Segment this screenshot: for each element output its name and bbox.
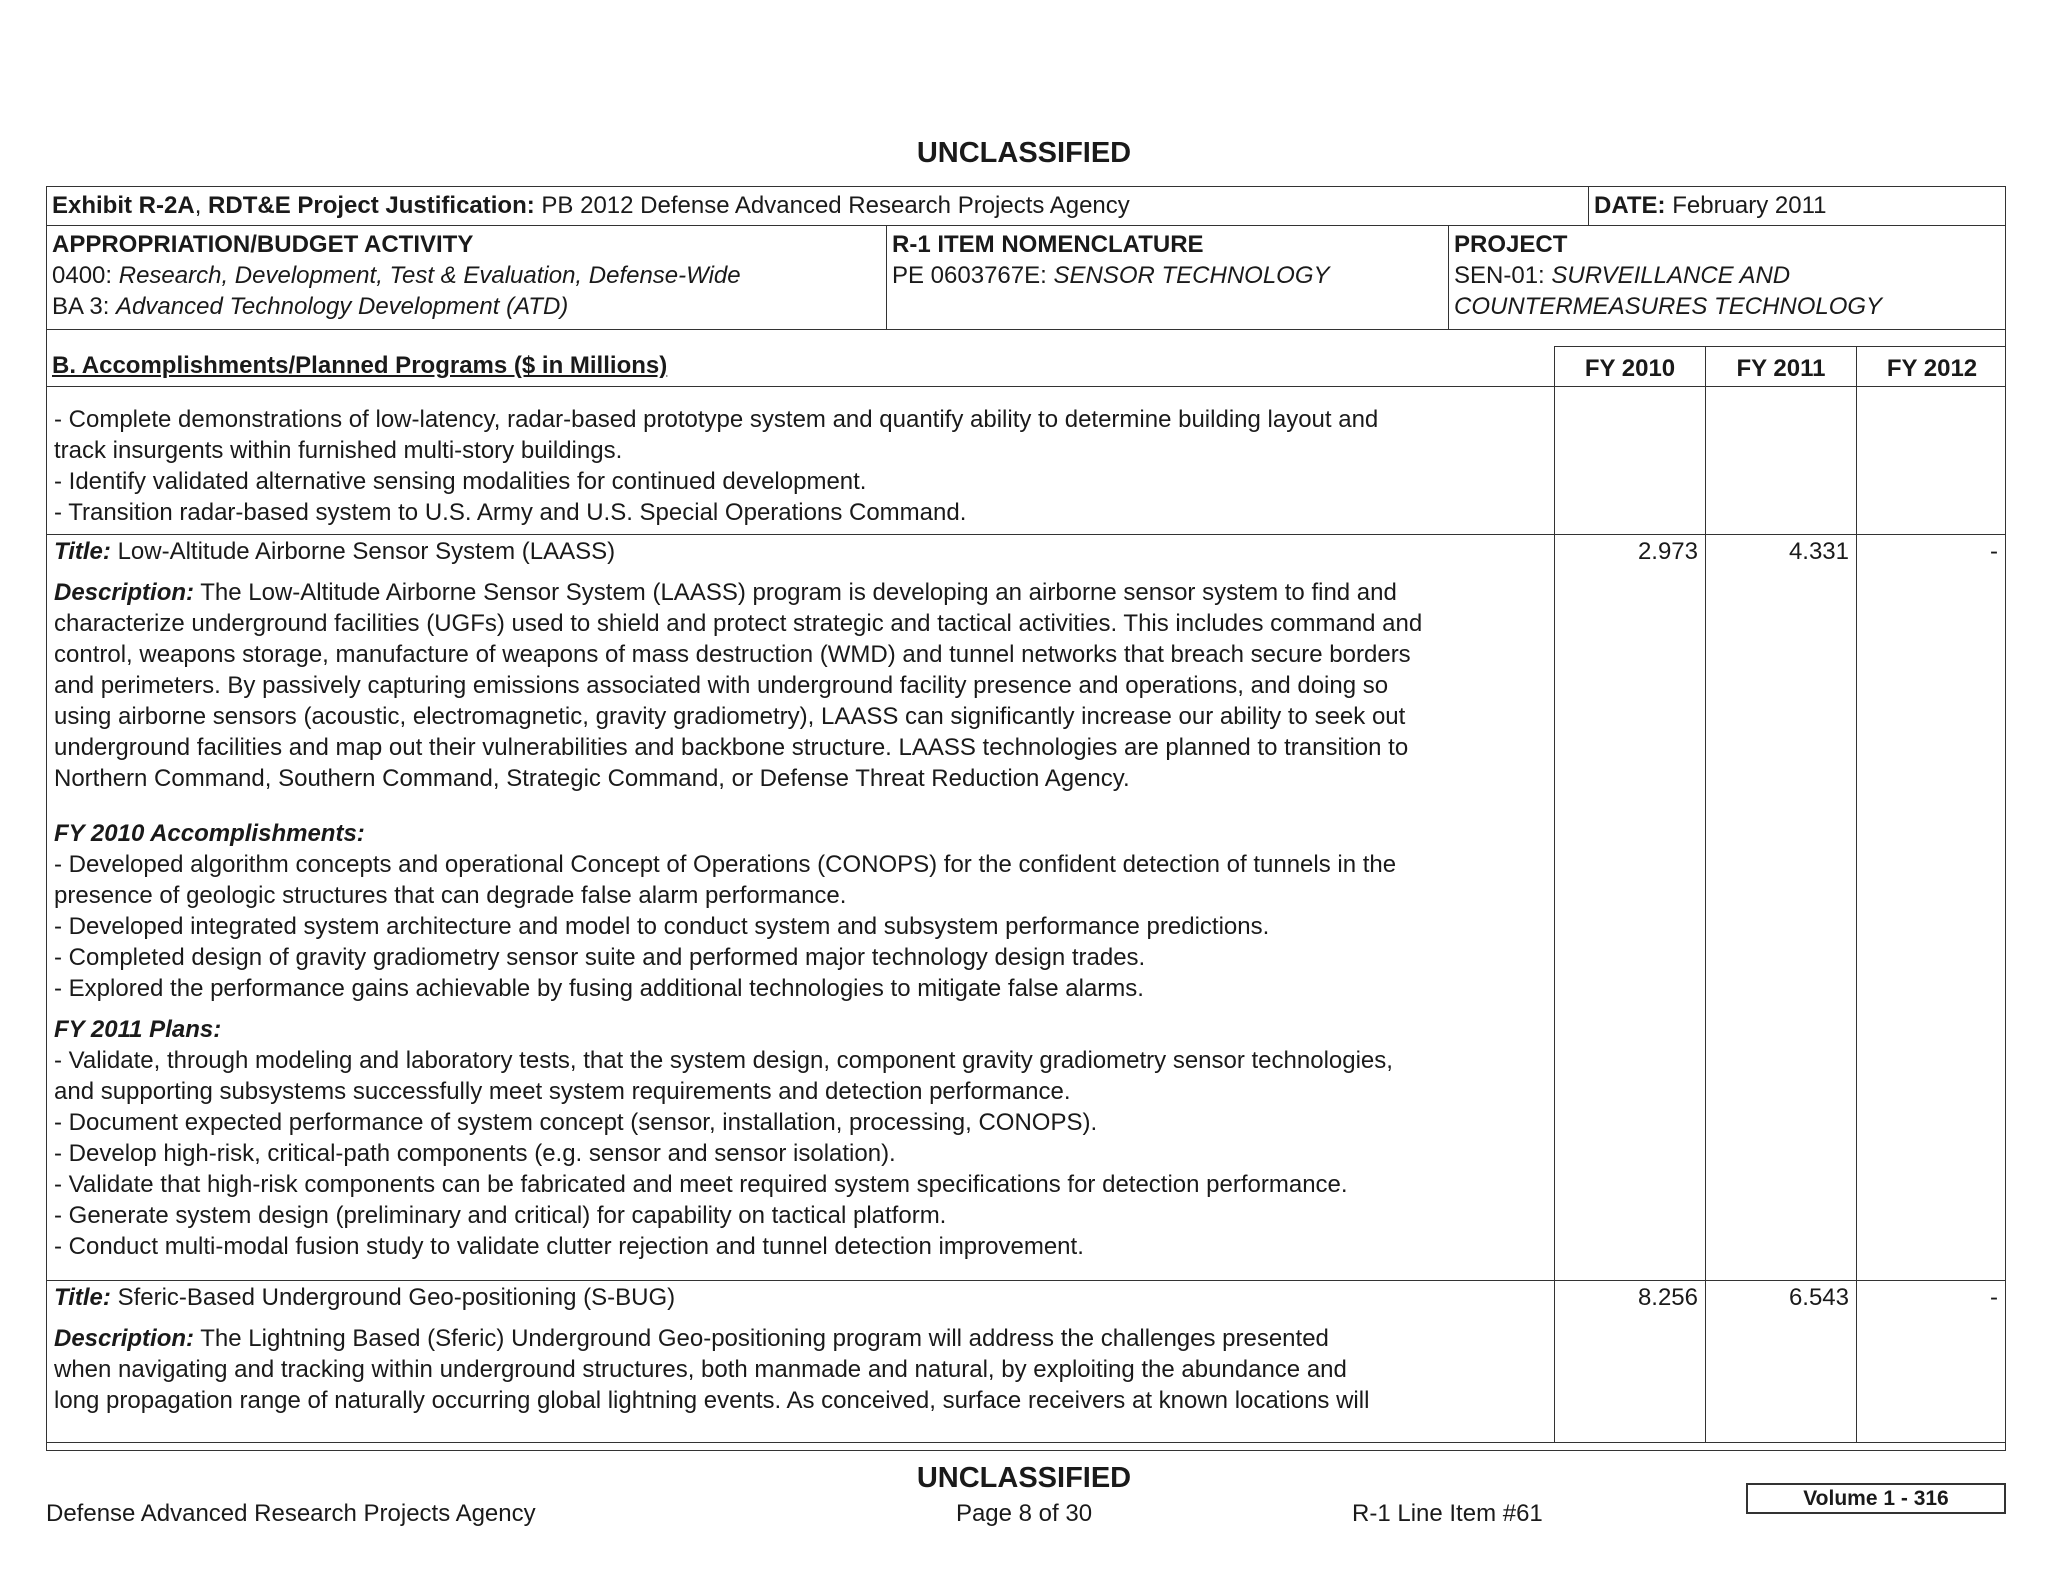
footer-page: Page 8 of 30 <box>955 1500 1093 1527</box>
exhibit-label: Exhibit R-2A <box>52 192 195 219</box>
project-name: SURVEILLANCE AND <box>1551 262 1791 289</box>
classification-bottom: UNCLASSIFIED <box>916 1462 1132 1494</box>
list-item: - Developed integrated system architecture and model to conduct system and subsystem performance predictions. <box>54 913 1270 940</box>
justification-value: PB 2012 Defense Advanced Research Projects Agency <box>534 192 1130 219</box>
list-item: - Complete demonstrations of low-latency, radar-based prototype system and quantify ability to determine building layout and <box>54 406 1379 433</box>
r1-cell: R-1 ITEM NOMENCLATURE PE 0603767E: SENSOR TECHNOLOGY <box>892 231 1330 289</box>
sbug-fy2012-value: - <box>1990 1284 1998 1311</box>
r1-name: SENSOR TECHNOLOGY <box>1053 262 1330 289</box>
list-item: track insurgents within furnished multi-story buildings. <box>54 437 623 464</box>
justification-label: RDT&E Project Justification: <box>208 192 535 219</box>
footer-agency: Defense Advanced Research Projects Agency <box>46 1500 536 1527</box>
program-laass: Title: Low-Altitude Airborne Sensor System (LAASS) Description: The Low-Altitude Airborne Sensor System (LAASS) program is developing an airborne sensor system to find and characterize underground facilities (UGFs) used to shield and protect strategic and tactical activities. This includes command and control, weapons storage, manufacture of weapons of mass destruction (WMD) and tunnel networks that breach secure borders and perimeters. By passively capturing emissions associated with underground facility presence and operations, and doing so using airborne sensors (acoustic, electromagnetic, gravity gradiometry), LAASS can significantly increase our ability to seek out underground facilities and map out their vulnerabilities and backbone structure. LAASS technologies are planned to transition to Northern Command, Southern Command, Strategic Command, or Defense Threat Reduction Agency. FY 2010 Accomplishments: - Developed algorithm concepts and operational Concept of Operations (CONOPS) for the confident detection of tunnels in the presence of geologic structures that can degrade false alarm performance. - Developed integrated system architecture and model to conduct system and subsystem performance predictions. - Completed design of gravity gradiometry sensor suite and performed major technology design trades. - Explored the performance gains achievable by fusing additional technologies to mitigate false alarms. FY 2011 Plans: - Validate, through modeling and laboratory tests, that the system design, component gravity gradiometry sensor technologies, and supporting subsystems successfully meet system requirements and detection performance. - Document expected performance of system concept (sensor, installation, processing, CONOPS). - Develop high-risk, critical-path components (e.g. sensor and sensor isolation). - Validate that high-risk components can be fabricated and meet required system specifications for detection performance. - Generate system design (preliminary and critical) for capability on tactical platform. - Conduct multi-modal fusion study to validate clutter rejection and tunnel detection improvement. <box>54 538 1423 1260</box>
plans-heading: FY 2011 Plans: <box>54 1016 222 1043</box>
laass-fy2010-value: 2.973 <box>1637 538 1698 565</box>
date-label: DATE: <box>1594 192 1666 219</box>
laass-fy2012-value: - <box>1990 538 1998 565</box>
list-item: - Explored the performance gains achievable by fusing additional technologies to mitigate false alarms. <box>54 975 1144 1002</box>
program-title: Title: Sferic-Based Underground Geo-positioning (S-BUG) <box>54 1284 676 1311</box>
appropriation-label: APPROPRIATION/BUDGET ACTIVITY <box>52 231 474 258</box>
exhibit-line: Exhibit R-2A, RDT&E Project Justification: PB 2012 Defense Advanced Research Projects Agency <box>52 192 1130 219</box>
program-sbug: Title: Sferic-Based Underground Geo-positioning (S-BUG) Description: The Lightning Based (Sferic) Underground Geo-positioning program will address the challenges presented when navigating and tracking within underground structures, both manmade and natural, by exploiting the abundance and long propagation range of naturally occurring global lightning events. As conceived, surface receivers at known locations will <box>54 1284 1370 1414</box>
program-description: Description: The Low-Altitude Airborne Sensor System (LAASS) program is developing an airborne sensor system to find and <box>54 579 1397 606</box>
accomplishments-heading: FY 2010 Accomplishments: <box>54 820 365 847</box>
appropriation-name: Research, Development, Test & Evaluation, Defense-Wide <box>118 262 741 289</box>
fy-2011-header: FY 2011 <box>1736 355 1826 382</box>
list-item: - Developed algorithm concepts and operational Concept of Operations (CONOPS) for the confident detection of tunnels in the <box>54 851 1397 878</box>
continued-bullets <box>54 404 1378 528</box>
program-title: Title: Low-Altitude Airborne Sensor System (LAASS) <box>54 538 616 565</box>
date-line <box>1594 190 1827 221</box>
list-item: - Completed design of gravity gradiometry sensor suite and performed major technology design trades. <box>54 944 1146 971</box>
section-title: B. Accomplishments/Planned Programs ($ in Millions) <box>52 352 668 379</box>
project-cell: PROJECT SEN-01: SURVEILLANCE AND COUNTERMEASURES TECHNOLOGY <box>1454 231 1883 320</box>
list-item: - Conduct multi-modal fusion study to validate clutter rejection and tunnel detection improvement. <box>54 1233 1084 1260</box>
r1-label: R-1 ITEM NOMENCLATURE <box>892 231 1204 258</box>
classification-top: UNCLASSIFIED <box>916 137 1132 169</box>
list-item: - Identify validated alternative sensing modalities for continued development. <box>54 468 867 495</box>
laass-fy2011-value: 4.331 <box>1788 538 1849 565</box>
list-item: - Validate that high-risk components can be fabricated and meet required system specifications for detection performance. <box>54 1171 1348 1198</box>
list-item: - Develop high-risk, critical-path components (e.g. sensor and sensor isolation). <box>54 1140 896 1167</box>
footer-line-item: R-1 Line Item #61 <box>1352 1500 1543 1527</box>
sbug-fy2010-value: 8.256 <box>1637 1284 1698 1311</box>
list-item: - Validate, through modeling and laboratory tests, that the system design, component gravity gradiometry sensor technologies, <box>54 1047 1393 1074</box>
list-item: - Transition radar-based system to U.S. Army and U.S. Special Operations Command. <box>54 499 967 526</box>
date-value: February 2011 <box>1665 192 1827 219</box>
list-item: - Document expected performance of system concept (sensor, installation, processing, CONOPS). <box>54 1109 1098 1136</box>
fy-2012-header: FY 2012 <box>1886 355 1978 382</box>
volume-badge: Volume 1 - 316 <box>1746 1483 2006 1514</box>
ba-name: Advanced Technology Development (ATD) <box>116 293 569 320</box>
sbug-fy2011-value: 6.543 <box>1788 1284 1849 1311</box>
appropriation-cell: APPROPRIATION/BUDGET ACTIVITY 0400: Research, Development, Test & Evaluation, Defense-Wide BA 3: Advanced Technology Development (ATD) <box>52 231 741 320</box>
program-description: Description: The Lightning Based (Sferic) Underground Geo-positioning program will address the challenges presented <box>54 1325 1329 1352</box>
list-item: - Generate system design (preliminary and critical) for capability on tactical platform. <box>54 1202 947 1229</box>
project-label: PROJECT <box>1454 231 1568 258</box>
fy-2010-header: FY 2010 <box>1584 355 1676 382</box>
